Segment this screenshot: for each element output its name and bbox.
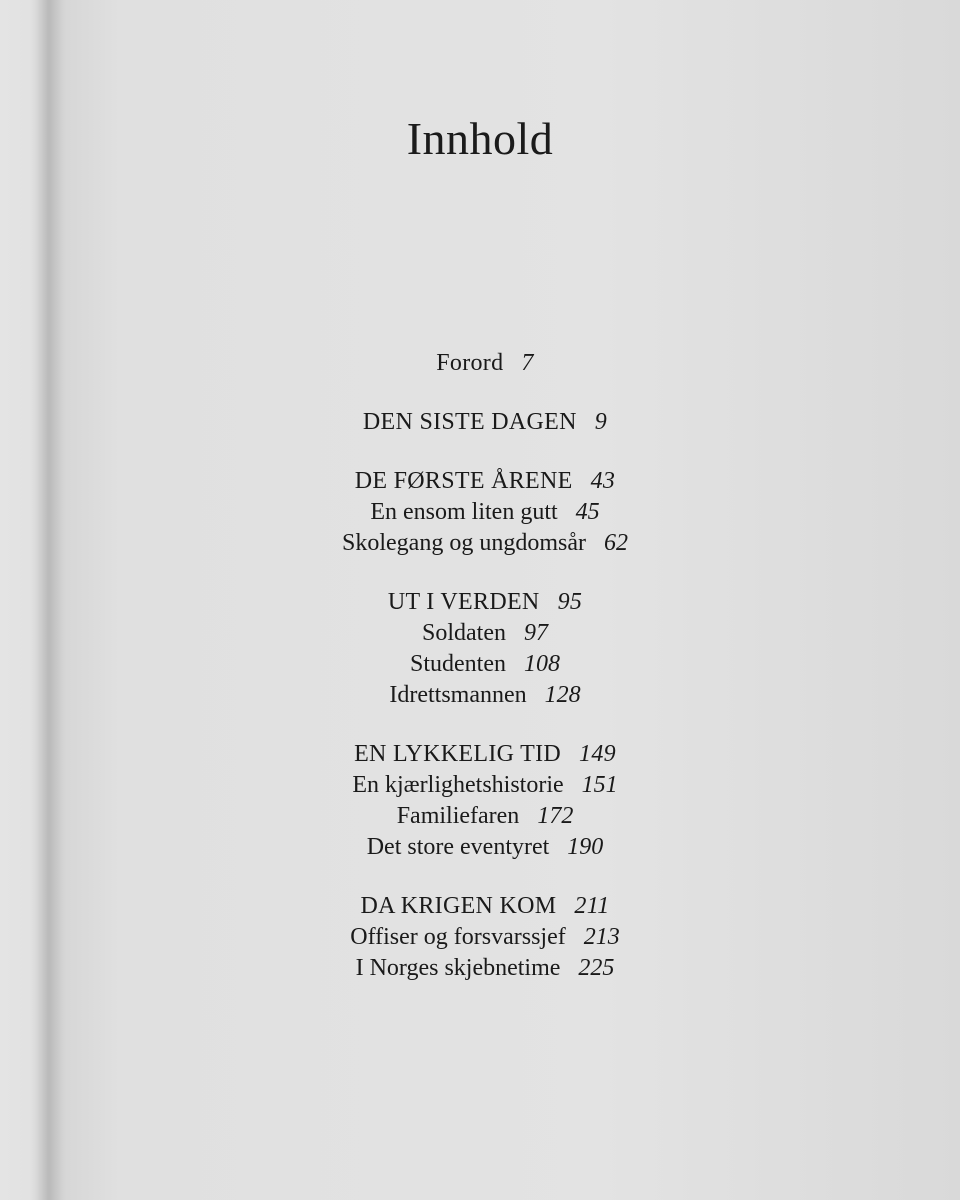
table-of-contents — [0, 348, 960, 1012]
page-number: 128 — [544, 682, 581, 708]
page-number: 190 — [567, 834, 604, 860]
entry-title: UT I VERDEN — [387, 589, 540, 615]
page-number: 62 — [603, 530, 628, 556]
toc-section — [0, 348, 960, 379]
toc-entry — [0, 953, 960, 984]
page-number: 9 — [594, 409, 608, 435]
toc-entry — [0, 618, 960, 649]
toc-entry — [0, 770, 960, 801]
page-title: Innhold — [406, 113, 554, 164]
toc-section — [0, 466, 960, 559]
page-number: 213 — [583, 924, 620, 950]
page-number: 43 — [590, 468, 616, 494]
toc-entry — [0, 466, 960, 497]
toc-section — [0, 891, 960, 984]
entry-title: Skolegang og ungdomsår — [342, 530, 586, 556]
page-number: 97 — [524, 620, 548, 646]
entry-title: I Norges skjebnetime — [355, 955, 561, 981]
entry-title: Offiser og forsvarssjef — [350, 924, 566, 950]
toc-entry — [0, 348, 960, 379]
page-number: 149 — [579, 741, 616, 767]
toc-entry — [0, 680, 960, 711]
entry-title: DEN SISTE DAGEN — [362, 409, 577, 435]
toc-entry — [0, 891, 960, 922]
toc-entry — [0, 528, 960, 559]
page-number: 45 — [575, 499, 600, 525]
toc-entry — [0, 922, 960, 953]
entry-title: EN LYKKELIG TID — [354, 741, 562, 767]
entry-title: Det store eventyret — [366, 834, 550, 860]
page-number: 172 — [537, 803, 574, 829]
entry-title: Forord — [436, 350, 504, 376]
toc-entry — [0, 649, 960, 680]
entry-title: DE FØRSTE ÅRENE — [354, 468, 573, 494]
page-number: 211 — [574, 893, 610, 919]
page-number: 7 — [521, 350, 534, 376]
toc-section — [0, 587, 960, 711]
toc-entry — [0, 801, 960, 832]
entry-title: Idrettsmannen — [389, 682, 527, 708]
toc-entry — [0, 497, 960, 528]
entry-title: En kjærlighetshistorie — [352, 772, 564, 798]
entry-title: Soldaten — [422, 620, 506, 646]
toc-entry — [0, 832, 960, 863]
page-number: 108 — [524, 651, 560, 677]
page-number: 225 — [578, 955, 615, 981]
entry-title: Familiefaren — [396, 803, 520, 829]
toc-entry — [0, 587, 960, 618]
entry-title: DA KRIGEN KOM — [360, 893, 557, 919]
entry-title: En ensom liten gutt — [370, 499, 558, 525]
toc-entry — [0, 739, 960, 770]
toc-section — [0, 407, 960, 438]
toc-entry — [0, 407, 960, 438]
page-number: 95 — [557, 589, 583, 615]
entry-title: Studenten — [410, 651, 506, 677]
page-number: 151 — [581, 772, 618, 798]
toc-section — [0, 739, 960, 863]
